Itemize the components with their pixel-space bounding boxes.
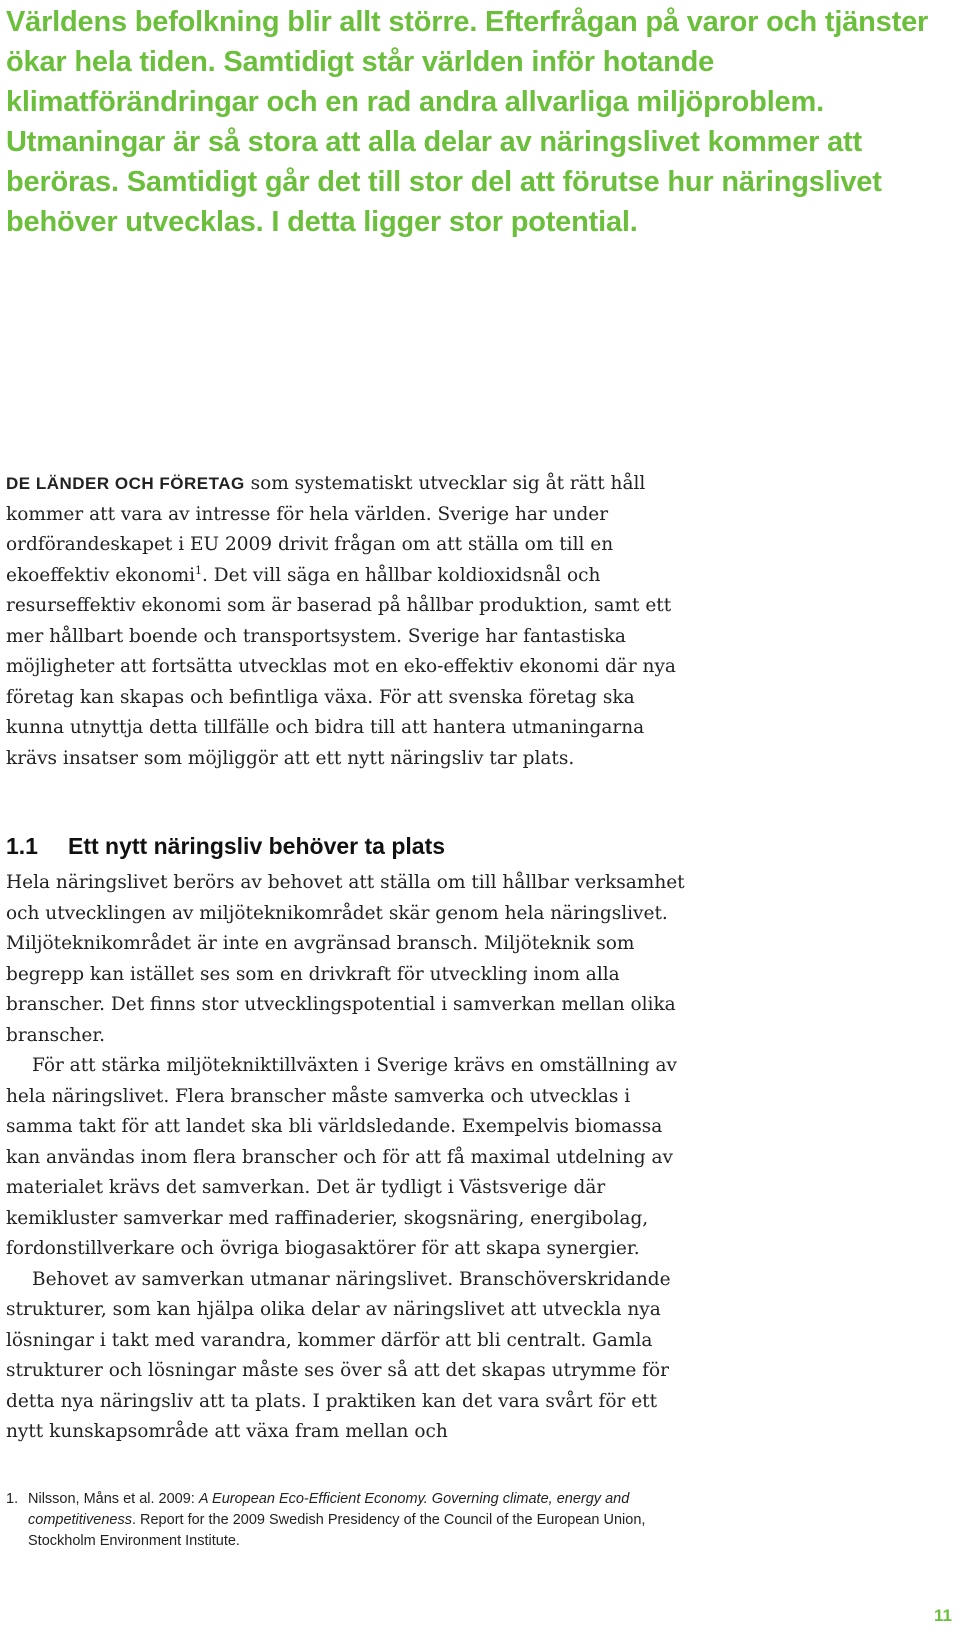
footnote-text-after: . Report for the 2009 Swedish Presidency of the Council of the European Union, Stockholm Environment Institute. xyxy=(28,1512,646,1549)
footnote-reference: 1 xyxy=(195,563,203,577)
lead-smallcaps: DE LÄNDER OCH FÖRETAG xyxy=(6,474,245,493)
footnote-title: A European Eco-Efficient Economy. Governing climate, energy and competitiveness xyxy=(28,1491,630,1528)
footnote-number: 1. xyxy=(6,1491,19,1507)
page-number: 11 xyxy=(934,1606,952,1625)
section-paragraph: Behovet av samverkan utmanar näringslivet. Branschöverskridande strukturer, som kan hjälpa olika delar av näringslivet att utveckla nya lösningar i takt med varandra, kommer därför att bli centralt. Gamla strukturer och lösningar måste ses över så att det skapas utrymme för detta nya näringsliv att ta plats. I praktiken kan det vara svårt för ett nytt kunskapsområde att växa fram mellan och xyxy=(6,1268,671,1442)
lead-text-1: som systematiskt utvecklar sig åt rätt håll kommer att vara av intresse för hela världen. Sverige har under ordförandeskapet i EU 2009 drivit frågan om att ställa om till en ekoeffektiv ekonomi xyxy=(6,473,646,586)
section-title: Ett nytt näringsliv behöver ta plats xyxy=(68,833,446,859)
section-heading xyxy=(6,833,706,860)
footnote-text-before: Nilsson, Måns et al. 2009: xyxy=(28,1491,199,1507)
section-body xyxy=(6,868,686,1448)
intro-paragraph: Världens befolkning blir allt större. Efterfrågan på varor och tjänster ökar hela tiden. Samtidigt står världen inför hotande klimatförändringar och en rad andra allvarliga miljöproblem. Utmaningar är så stora att alla delar av näringslivet kommer att beröras. Samtidigt går det till stor del att förutse hur näringslivet behöver utvecklas. I detta ligger stor potential. xyxy=(6,6,929,238)
section-number: 1.1 xyxy=(6,833,38,859)
lead-text-2: . Det vill säga en hållbar koldioxidsnål och resurseffektiv ekonomi som är baserad på hållbar produktion, samt ett mer hållbart boende och transportsystem. Sverige har fantastiska möjligheter att fortsätta utvecklas mot en eko-effektiv ekonomi där nya företag kan skapas och befintliga växa. För att svenska företag ska kunna utnyttja detta tillfälle och bidra till att hantera utmaningarna krävs insatser som möjliggör att ett nytt näringsliv tar plats. xyxy=(6,564,676,769)
section-paragraph: För att stärka miljötekniktillväxten i Sverige krävs en omställning av hela näringslivet. Flera branscher måste samverka och utvecklas i samma takt för att landet ska bli världsledande. Exempelvis biomassa kan användas inom flera branscher och för att få maximal utdelning av materialet krävs det samverkan. Det är tydligt i Västsverige där kemikluster samverkar med raffinaderier, skogsnäring, energibolag, fordonstillverkare och övriga biogasaktörer för att skapa synergier. xyxy=(6,1055,677,1259)
lead-paragraph xyxy=(6,469,696,774)
section-paragraph: Hela näringslivet berörs av behovet att ställa om till hållbar verksamhet och utvecklingen av miljöteknikområdet skär genom hela näringslivet. Miljöteknikområdet är inte en avgränsad bransch. Miljöteknik som begrepp kan istället ses som en drivkraft för utveckling inom alla branscher. Det finns stor utvecklingspotential i samverkan mellan olika branscher. xyxy=(6,872,685,1046)
footnote-text xyxy=(28,1489,686,1552)
footnote xyxy=(6,1489,686,1552)
